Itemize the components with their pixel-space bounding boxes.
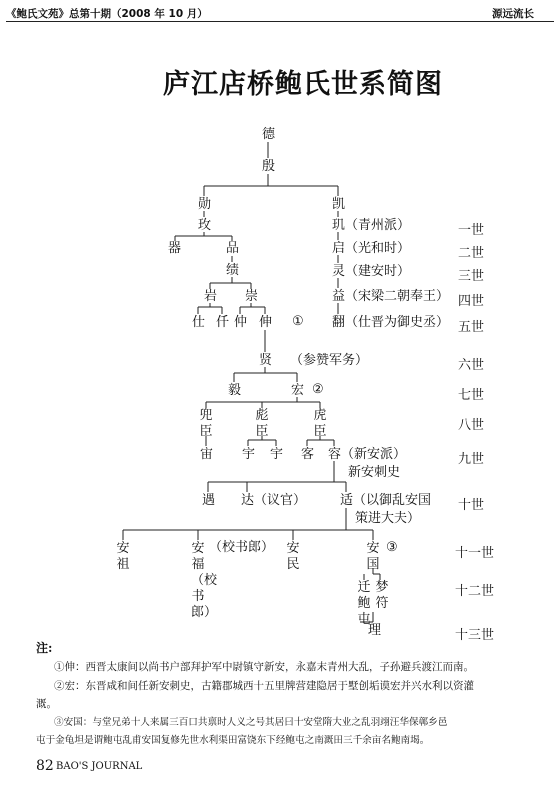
node-zhong: 仲 xyxy=(234,315,248,330)
page-title: 庐江店桥鲍氏世系简图 xyxy=(163,69,443,100)
note-mark-3: ③ xyxy=(386,540,398,555)
node-da: 达（议官） xyxy=(241,493,307,508)
node-yin: 殷 xyxy=(262,159,276,174)
node-shi: 仕 xyxy=(192,315,206,330)
node-biaochen: 彪臣 xyxy=(255,408,269,439)
journal-name: BAO'S JOURNAL xyxy=(56,761,143,772)
node-qi2: 启（光和时） xyxy=(332,241,411,256)
notes-label: 注: xyxy=(36,641,53,655)
gen-10: 十世 xyxy=(458,498,485,513)
header-left: 《鲍氏文苑》总第十期（2008 年 10 月） xyxy=(6,8,208,20)
node-ji: 玑（青州派） xyxy=(332,218,411,233)
node-yu2: 宇 xyxy=(270,447,284,462)
note-2-cont: 溉。 xyxy=(36,698,57,710)
node-anfu: 安福（校书郎） xyxy=(191,541,218,620)
node-chong: 崇 xyxy=(245,289,259,304)
gen-8: 八世 xyxy=(458,418,485,433)
gen-5: 五世 xyxy=(458,320,485,335)
note-2: ②宏：东晋咸和间任新安刺史，古籍郡城西十五里牌营建隐居于墅创垢谟宏并兴水利以资灌 xyxy=(54,680,474,692)
node-xian: 贤 xyxy=(259,353,273,368)
note-mark-2: ② xyxy=(312,382,324,397)
node-ke: 客 xyxy=(301,447,315,462)
note-3: ③安国：与堂兄弟十人来属三百口共禀时人义之号其居曰十安堂隋大业之乱羽翊汪华保鄣乡邑 xyxy=(54,717,448,728)
gen-2: 二世 xyxy=(458,246,485,261)
node-yu3: 遇 xyxy=(202,493,216,508)
node-mei: 玫 xyxy=(198,218,212,233)
gen-11: 十一世 xyxy=(455,546,495,561)
node-xian-note: （参赞军务） xyxy=(290,353,369,368)
gen-6: 六世 xyxy=(458,358,485,373)
node-rong: 容（新安派） xyxy=(328,447,407,462)
node-anzu: 安祖 xyxy=(116,541,130,572)
node-zhaochen: 兜臣 xyxy=(199,408,213,439)
gen-4: 四世 xyxy=(458,294,485,309)
node-qi: 器 xyxy=(168,241,182,256)
node-xun: 勋 xyxy=(198,197,212,212)
node-zhou: 宙 xyxy=(200,447,214,462)
node-shi2-title: 策进大夫） xyxy=(355,511,421,526)
gen-3: 三世 xyxy=(458,269,485,284)
node-shi2: 适（以御乱安国 xyxy=(340,493,432,508)
node-yi2: 毅 xyxy=(228,383,242,398)
node-yan: 岩 xyxy=(204,289,218,304)
node-pin: 品 xyxy=(226,241,240,256)
node-anguo: 安国 xyxy=(366,541,380,572)
note-mark-1: ① xyxy=(292,314,304,329)
node-qianbao: 迁鲍屯 xyxy=(357,580,371,627)
gen-9: 九世 xyxy=(458,452,485,467)
gen-12: 十二世 xyxy=(455,584,495,599)
node-de: 德 xyxy=(262,127,276,142)
node-ji2: 绩 xyxy=(226,263,240,278)
gen-7: 七世 xyxy=(458,388,485,403)
note-3-cont: 屯于金龟坦是谓鲍屯乱甫安国复修先世水利渠田富饶东下经鲍屯之南溉田三千余亩名鲍南堨。 xyxy=(36,735,430,746)
node-shen: 伸 xyxy=(259,315,273,330)
node-yu1: 宇 xyxy=(242,447,256,462)
node-li: 理 xyxy=(368,623,382,638)
node-hong: 宏 xyxy=(291,383,305,398)
gen-13: 十三世 xyxy=(455,628,495,643)
node-anmin: 安民 xyxy=(286,541,300,572)
gen-1: 一世 xyxy=(458,223,485,238)
node-mengfu: 梦符 xyxy=(375,580,389,611)
page-number: 82 xyxy=(36,758,54,774)
node-kai: 凯 xyxy=(332,197,346,212)
node-ling: 灵（建安时） xyxy=(332,264,411,279)
node-fan: 翻（仕晋为御史丞） xyxy=(332,315,450,330)
node-yi: 益（宋梁二朝奉王） xyxy=(332,289,450,304)
header-right: 源远流长 xyxy=(492,8,534,20)
note-1: ①伸：西晋太康间以尚书户部拜护军中尉镇守新安，永嘉末青州大乱，子孙避兵渡江而南。 xyxy=(54,661,474,673)
node-huchen: 虎臣 xyxy=(313,408,327,439)
node-rong-title: 新安刺史 xyxy=(348,465,401,480)
node-qian: 仟 xyxy=(216,315,230,330)
node-anfu-note: （校书郎） xyxy=(209,540,275,555)
